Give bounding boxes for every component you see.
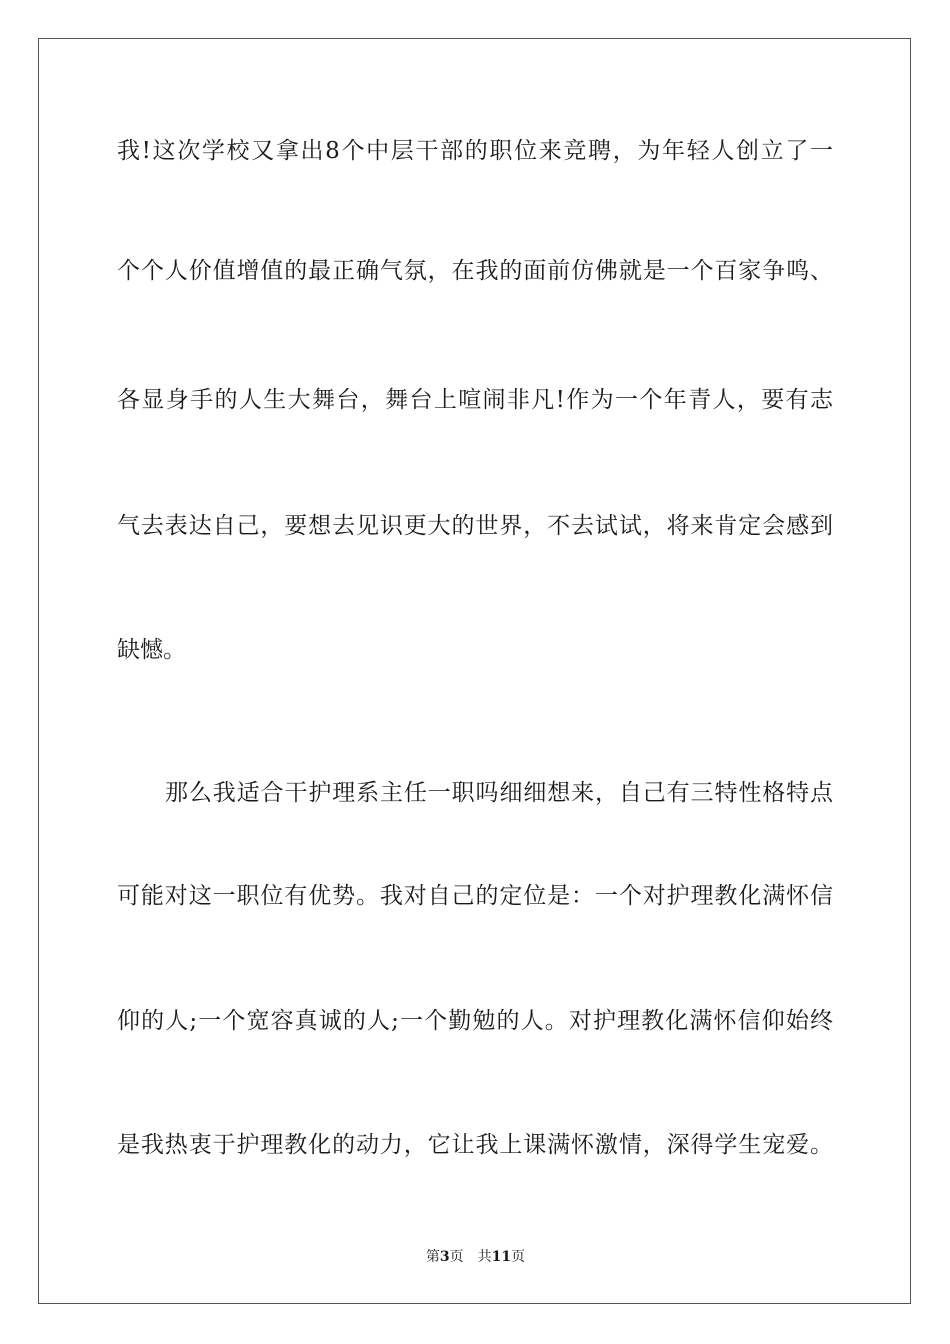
text-line-9: 是我热衷于护理教化的动力，它让我上课满怀激情，深得学生宠爱。 (117, 1132, 833, 1158)
text-line-6: 那么我适合干护理系主任一职吗细细想来，自己有三特性格特点 (165, 780, 833, 806)
page-suffix: 页 (449, 1249, 464, 1265)
total-prefix: 共 (477, 1249, 492, 1265)
text-line-4: 气去表达自己，要想去见识更大的世界，不去试试，将来肯定会感到 (117, 513, 833, 539)
text-line-2: 个个人价值增值的最正确气氛，在我的面前仿佛就是一个百家争鸣、 (117, 258, 833, 284)
text-line-5: 缺憾。 (117, 637, 186, 663)
total-suffix: 页 (511, 1249, 526, 1265)
text-line-1: 我!这次学校又拿出8个中层干部的职位来竞聘，为年轻人创立了一 (117, 138, 833, 164)
text-line-8: 仰的人;一个宽容真诚的人;一个勤勉的人。对护理教化满怀信仰始终 (117, 1008, 833, 1034)
text-line-7: 可能对这一职位有优势。我对自己的定位是：一个对护理教化满怀信 (117, 883, 833, 909)
text-line-3: 各显身手的人生大舞台，舞台上喧闹非凡!作为一个年青人，要有志 (117, 387, 833, 413)
page-footer (39, 1247, 912, 1267)
page-number: 3 (439, 1249, 450, 1265)
page-frame (38, 38, 911, 1304)
page-prefix: 第 (425, 1249, 440, 1265)
total-pages: 11 (491, 1249, 512, 1265)
